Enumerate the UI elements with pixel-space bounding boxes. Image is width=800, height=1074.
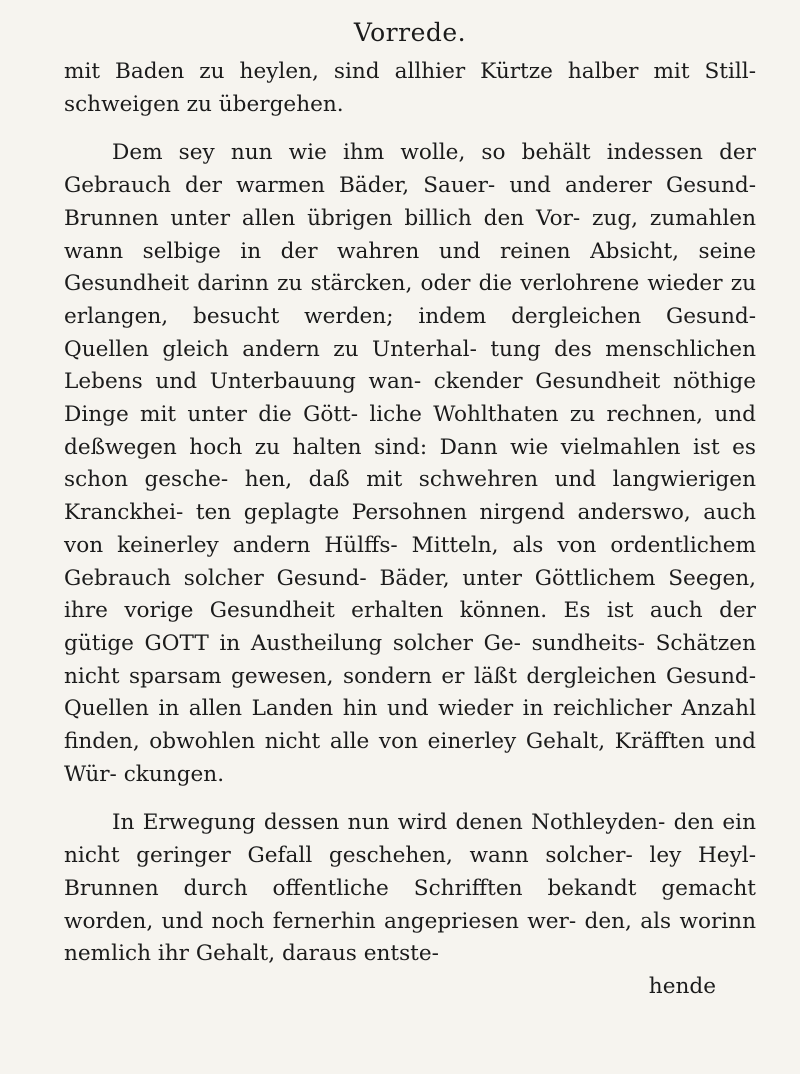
catchword: hende	[648, 973, 716, 999]
paragraph-3: In Erwegung dessen nun wird denen Nothleyden- den ein nicht geringer Gefall geschehen, wann solcher- ley Heyl- Brunnen durch offentliche Schrifften bekandt gemacht worden, und noch fernerhin angepriesen wer- den, als worinn nemlich ihr Gehalt, daraus entste-	[64, 810, 756, 967]
paragraph-2: Dem sey nun wie ihm wolle, so behält indessen der Gebrauch der warmen Bäder, Sauer- und anderer Gesund- Brunnen unter allen übrigen billich den Vor- zug, zumahlen wann selbige in der wahren und reinen Absicht, seine Gesundheit darinn zu stärcken, oder die verlohrene wieder zu erlangen, besucht werden; indem dergleichen Gesund- Quellen gleich andern zu Unterhal- tung des menschlichen Lebens und Unterbauung wan- ckender Gesundheit nöthige Dinge mit unter die Gött- liche Wohlthaten zu rechnen, und deßwegen hoch zu halten sind: Dann wie vielmahlen ist es schon gesche- hen, daß mit schwehren und langwierigen Kranckhei- ten geplagte Persohnen nirgend anderswo, auch von keinerley andern Hülffs- Mitteln, als von ordentlichem Gebrauch solcher Gesund- Bäder, unter Göttlichem Seegen, ihre vorige Gesundheit erhalten können. Es ist auch der gütige GOTT in Austheilung solcher Ge- sundheits- Schätzen nicht sparsam gewesen, sondern er läßt dergleichen Gesund- Quellen in allen Landen hin und wieder in reichlicher Anzahl finden, obwohlen nicht alle von einerley Gehalt, Kräfften und Wür- ckungen.	[64, 140, 756, 787]
body-text	[64, 56, 756, 971]
running-head: Vorrede.	[353, 18, 467, 47]
paragraph-1: mit Baden zu heylen, sind allhier Kürtze halber mit Still- schweigen zu übergehen.	[64, 59, 756, 117]
